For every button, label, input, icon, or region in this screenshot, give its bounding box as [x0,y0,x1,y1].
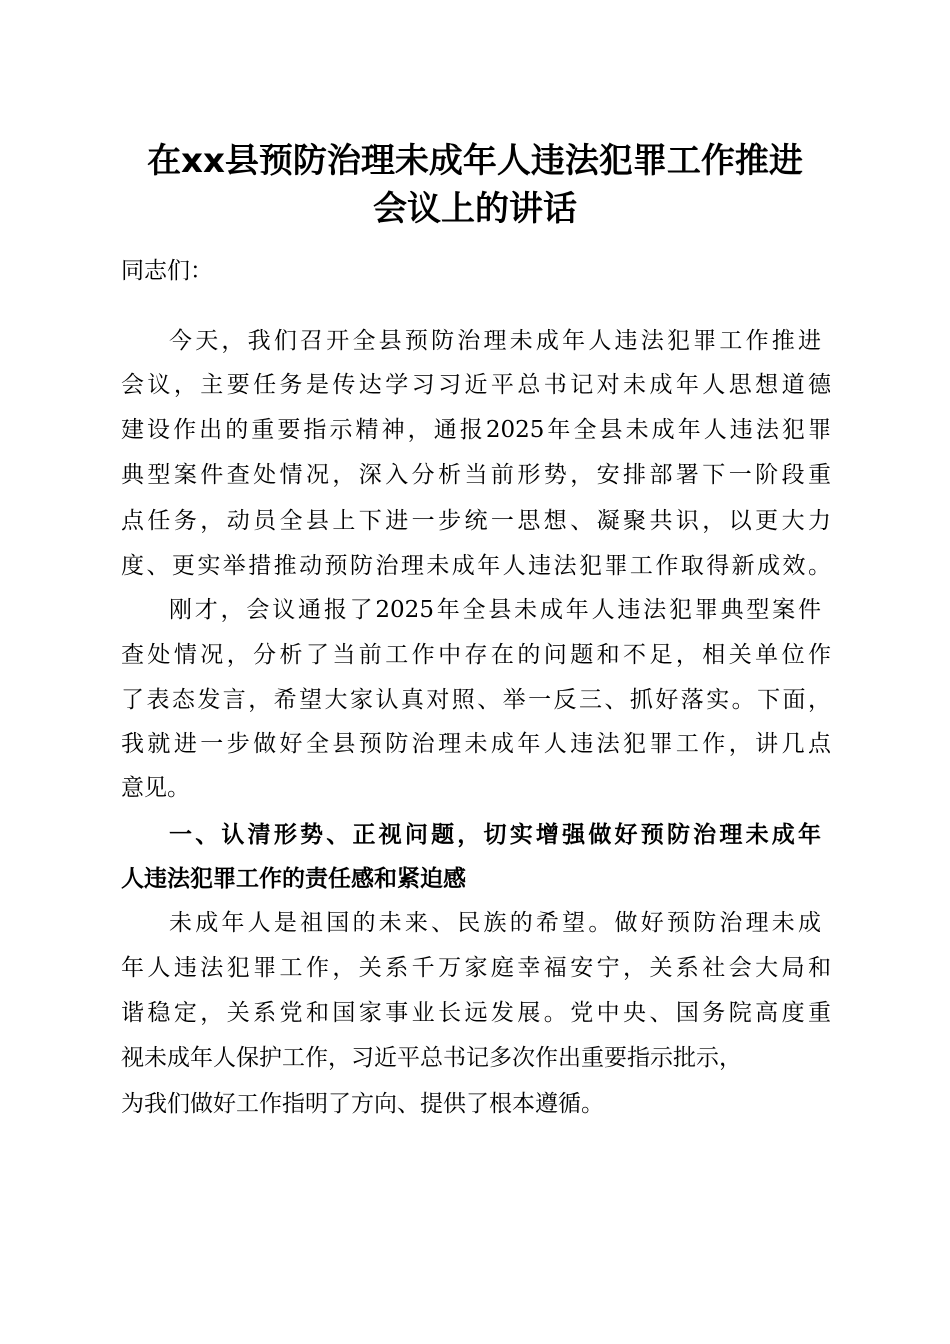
document-title-line-1: 在xx县预防治理未成年人违法犯罪工作推进 [147,141,803,181]
section-1-heading-line: 一、认清形势、正视问题，切实增强做好预防治理未成年 [169,822,821,848]
paragraph-1-line: 典型案件查处情况，深入分析当前形势，安排部署下一阶段重 [121,462,831,488]
paragraph-1-line: 建设作出的重要指示精神，通报2025年全县未成年人违法犯罪 [121,417,831,443]
salutation: 同志们： [121,258,213,284]
paragraph-1-line: 度、更实举措推动预防治理未成年人违法犯罪工作取得新成效。 [121,553,831,579]
paragraph-1-line: 今天，我们召开全县预防治理未成年人违法犯罪工作推进 [169,328,821,354]
paragraph-2-line: 了表态发言，希望大家认真对照、举一反三、抓好落实。下面， [121,687,831,713]
paragraph-2-line: 我就进一步做好全县预防治理未成年人违法犯罪工作，讲几点 [121,731,831,757]
paragraph-3-line: 视未成年人保护工作，习近平总书记多次作出重要指示批示， [121,1045,742,1071]
paragraph-2-line: 刚才，会议通报了2025年全县未成年人违法犯罪典型案件 [169,597,821,623]
paragraph-3-line: 谐稳定，关系党和国家事业长远发展。党中央、国务院高度重 [121,1000,831,1026]
paragraph-1-line: 会议，主要任务是传达学习习近平总书记对未成年人思想道德 [121,372,831,398]
paragraph-3-line: 年人违法犯罪工作，关系千万家庭幸福安宁，关系社会大局和 [121,955,831,981]
paragraph-2-line: 意见。 [121,775,190,801]
paragraph-3-line: 为我们做好工作指明了方向、提供了根本遵循。 [121,1091,604,1117]
paragraph-3-line: 未成年人是祖国的未来、民族的希望。做好预防治理未成 [169,910,821,936]
paragraph-1-line: 点任务，动员全县上下进一步统一思想、凝聚共识，以更大力 [121,508,831,534]
section-1-heading-line: 人违法犯罪工作的责任感和紧迫感 [121,866,466,892]
document-title-line-2: 会议上的讲话 [373,189,577,229]
paragraph-2-line: 查处情况，分析了当前工作中存在的问题和不足，相关单位作 [121,642,831,668]
